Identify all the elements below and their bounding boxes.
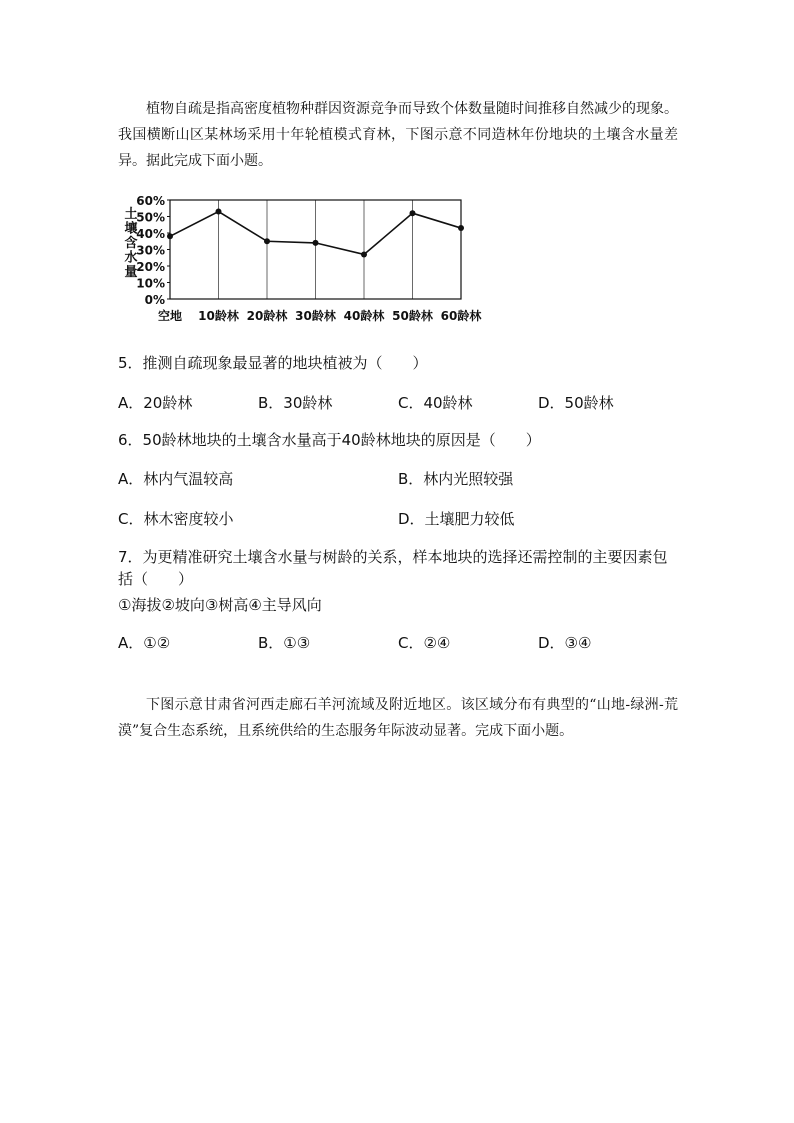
question-7-option-b[interactable]: B．①③ bbox=[258, 634, 311, 652]
x-tick-label: 60龄林 bbox=[440, 309, 482, 323]
question-7-option-a[interactable]: A．①② bbox=[118, 634, 171, 652]
y-tick-label: 50% bbox=[136, 210, 165, 225]
y-label-char: 含 bbox=[124, 236, 138, 251]
question-7-stem: 7．为更精准研究土壤含水量与树龄的关系，样本地块的选择还需控制的主要因素包括（ ） bbox=[118, 548, 668, 588]
y-label-char: 量 bbox=[124, 265, 138, 280]
data-point-1 bbox=[216, 209, 222, 215]
y-tick-label: 40% bbox=[136, 227, 165, 241]
y-label-char: 土 bbox=[124, 207, 138, 222]
x-tick-label: 30龄林 bbox=[295, 309, 336, 323]
y-tick-label: 30% bbox=[136, 243, 165, 258]
question-5-option-b[interactable]: B．30龄林 bbox=[258, 394, 333, 412]
intro-paragraph-2: 下图示意甘肃省河西走廊石羊河流域及附近地区。该区域分布有典型的“山地-绿洲-荒漠”复合生态系统，且系统供给的生态服务年际波动显著。完成下面小题。 bbox=[118, 697, 678, 739]
question-5-option-a[interactable]: A．20龄林 bbox=[118, 394, 193, 412]
question-6-option-c[interactable]: C．林木密度较小 bbox=[118, 510, 234, 528]
question-6-option-b[interactable]: B．林内光照较强 bbox=[398, 470, 514, 488]
y-axis-ticks bbox=[136, 194, 170, 307]
y-label-char: 壤 bbox=[124, 221, 138, 237]
data-point-4 bbox=[361, 251, 367, 257]
question-6-stem: 6．50龄林地块的土壤含水量高于40龄林地块的原因是（ ） bbox=[118, 431, 541, 449]
x-tick-label: 50龄林 bbox=[392, 309, 433, 323]
question-5-option-c[interactable]: C．40龄林 bbox=[398, 394, 473, 412]
data-point-0 bbox=[167, 233, 173, 239]
question-5-option-d[interactable]: D．50龄林 bbox=[538, 394, 614, 412]
y-tick-label: 20% bbox=[136, 260, 165, 274]
question-6-option-a[interactable]: A．林内气温较高 bbox=[118, 470, 234, 488]
intro-paragraph-1: 植物自疏是指高密度植物种群因资源竞争而导致个体数量随时间推移自然减少的现象。我国横断山区某林场采用十年轮植模式育林，下图示意不同造林年份地块的土壤含水量差异。据此完成下面小题。 bbox=[118, 101, 678, 169]
x-axis-ticks bbox=[158, 308, 482, 323]
question-7-option-c[interactable]: C．②④ bbox=[398, 634, 451, 652]
y-tick-label: 0% bbox=[144, 293, 165, 307]
y-tick-label: 10% bbox=[136, 276, 165, 291]
x-tick-label: 40龄林 bbox=[343, 309, 385, 323]
question-7-sub-items: ①海拔②坡向③树高④主导风向 bbox=[118, 596, 322, 614]
question-5-stem: 5．推测自疏现象最显著的地块植被为（ ） bbox=[118, 354, 428, 372]
y-label-char: 水 bbox=[124, 250, 138, 266]
x-tick-label: 20龄林 bbox=[246, 309, 288, 323]
data-point-3 bbox=[313, 240, 319, 246]
x-tick-label: 空地 bbox=[157, 309, 183, 323]
y-tick-label: 60% bbox=[136, 194, 165, 208]
question-7-option-d[interactable]: D．③④ bbox=[538, 634, 592, 652]
soil-moisture-chart bbox=[118, 188, 498, 328]
data-point-2 bbox=[264, 238, 270, 244]
question-6-option-d[interactable]: D．土壤肥力较低 bbox=[398, 510, 515, 528]
gridlines bbox=[219, 200, 413, 299]
data-point-6 bbox=[458, 225, 464, 231]
data-point-5 bbox=[410, 210, 416, 216]
x-tick-label: 10龄林 bbox=[198, 309, 239, 323]
